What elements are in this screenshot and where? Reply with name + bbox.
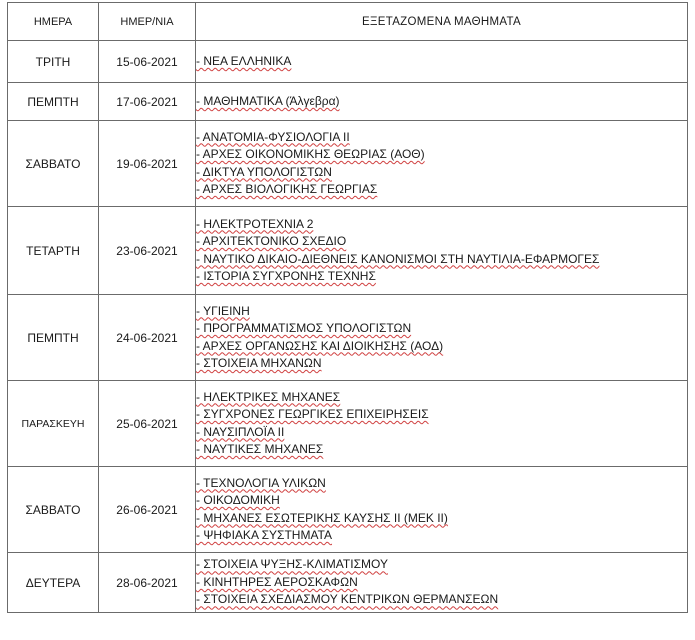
- subject-text: - ΝΑΥΤΙΚΕΣ ΜΗΧΑΝΕΣ: [196, 442, 324, 456]
- date-cell: 26-06-2021: [99, 467, 196, 553]
- table-row: [8, 467, 688, 553]
- table-row: [8, 41, 688, 83]
- subjects-cell: [196, 121, 688, 207]
- subject-text: - ΥΓΙΕΙΝΗ: [196, 303, 250, 318]
- table-row: [8, 295, 688, 381]
- subject-text: - ΗΛΕΚΤΡΙΚΕΣ ΜΗΧΑΝΕΣ: [196, 389, 341, 404]
- subject-text: - ΨΗΦΙΑΚΑ ΣΥΣΤΗΜΑΤΑ: [196, 528, 333, 542]
- date-cell: 25-06-2021: [99, 381, 196, 467]
- subject-text: - ΝΑΥΤΙΚΟ ΔΙΚΑΙΟ-ΔΙΕΘΝΕΙΣ ΚΑΝΟΝΙΣΜΟΙ ΣΤΗ ΝΑΥΤΙΛΙΑ-ΕΦΑΡΜΟΓΕΣ: [196, 251, 600, 266]
- subjects-cell: [196, 41, 688, 83]
- exam-schedule-table: [7, 2, 688, 613]
- subject-text: - ΔΙΚΤΥΑ ΥΠΟΛΟΓΙΣΤΩΝ: [196, 164, 332, 179]
- subject-item: [196, 303, 687, 321]
- subject-item: [196, 93, 687, 111]
- header-day: ΗΜΕΡΑ: [8, 3, 99, 41]
- subject-item: [196, 475, 687, 493]
- table-row: [8, 553, 688, 613]
- subject-item: [196, 146, 687, 164]
- subjects-cell: [196, 295, 688, 381]
- date-cell: 15-06-2021: [99, 41, 196, 83]
- subject-text: - ΟΙΚΟΔΟΜΙΚΗ: [196, 493, 280, 507]
- subject-text: - ΣΤΟΙΧΕΙΑ ΨΥΞΗΣ-ΚΛΙΜΑΤΙΣΜΟΥ: [196, 557, 388, 572]
- subject-text: - ΙΣΤΟΡΙΑ ΣΥΓΧΡΟΝΗΣ ΤΕΧΝΗΣ: [196, 269, 376, 283]
- subject-item: [196, 574, 687, 592]
- subject-text: - ΑΝΑΤΟΜΙΑ-ΦΥΣΙΟΛΟΓΙΑ ΙΙ: [196, 129, 350, 144]
- date-cell: 28-06-2021: [99, 553, 196, 613]
- subject-text: - ΑΡΧΕΣ ΟΡΓΑΝΩΣΗΣ ΚΑΙ ΔΙΟΙΚΗΣΗΣ (ΑΟΔ): [196, 338, 444, 353]
- subject-item: [196, 492, 687, 510]
- date-cell: 24-06-2021: [99, 295, 196, 381]
- day-cell: ΠΕΜΠΤΗ: [8, 83, 99, 121]
- subject-text: - ΣΥΓΧΡΟΝΕΣ ΓΕΩΡΓΙΚΕΣ ΕΠΙΧΕΙΡΗΣΕΙΣ: [196, 407, 429, 421]
- subject-text: - ΗΛΕΚΤΡΟΤΕΧΝΙΑ 2: [196, 216, 314, 231]
- subjects-cell: [196, 381, 688, 467]
- table-row: [8, 381, 688, 467]
- subject-item: [196, 53, 687, 71]
- subject-item: [196, 216, 687, 234]
- subject-item: [196, 355, 687, 373]
- subject-item: [196, 181, 687, 199]
- subject-text: - ΜΗΧΑΝΕΣ ΕΣΩΤΕΡΙΚΗΣ ΚΑΥΣΗΣ ΙΙ (ΜΕΚ ΙΙ): [196, 510, 448, 525]
- day-cell: ΤΡΙΤΗ: [8, 41, 99, 83]
- subject-item: [196, 591, 687, 609]
- subject-item: [196, 510, 687, 528]
- day-cell: ΔΕΥΤΕΡΑ: [8, 553, 99, 613]
- subject-item: [196, 556, 687, 574]
- subject-item: [196, 251, 687, 269]
- subject-text: - ΝΕΑ ΕΛΛΗΝΙΚΑ: [196, 53, 292, 68]
- date-cell: 23-06-2021: [99, 207, 196, 295]
- subject-text: - ΣΤΟΙΧΕΙΑ ΣΧΕΔΙΑΣΜΟΥ ΚΕΝΤΡΙΚΩΝ ΘΕΡΜΑΝΣΕΩΝ: [196, 592, 499, 607]
- date-cell: 17-06-2021: [99, 83, 196, 121]
- subjects-cell: [196, 207, 688, 295]
- subject-item: [196, 233, 687, 251]
- day-cell: ΤΕΤΑΡΤΗ: [8, 207, 99, 295]
- table-row: [8, 207, 688, 295]
- subject-text: - ΚΙΝΗΤΗΡΕΣ ΑΕΡΟΣΚΑΦΩΝ: [196, 574, 358, 589]
- subject-item: [196, 389, 687, 407]
- subject-item: [196, 268, 687, 286]
- subject-text: - ΑΡΧΕΣ ΒΙΟΛΟΓΙΚΗΣ ΓΕΩΡΓΙΑΣ: [196, 182, 378, 196]
- subject-item: [196, 424, 687, 442]
- subject-text: - ΤΕΧΝΟΛΟΓΙΑ ΥΛΙΚΩΝ: [196, 475, 326, 490]
- subject-item: [196, 164, 687, 182]
- subject-text: - ΣΤΟΙΧΕΙΑ ΜΗΧΑΝΩΝ: [196, 356, 322, 370]
- subject-item: [196, 320, 687, 338]
- subject-text: - ΑΡΧΙΤΕΚΤΟΝΙΚΟ ΣΧΕΔΙΟ: [196, 234, 347, 248]
- subjects-cell: [196, 553, 688, 613]
- header-subjects: ΕΞΕΤΑΖΟΜΕΝΑ ΜΑΘΗΜΑΤΑ: [196, 3, 688, 41]
- subject-text: - ΠΡΟΓΡΑΜΜΑΤΙΣΜΟΣ ΥΠΟΛΟΓΙΣΤΩΝ: [196, 321, 412, 335]
- subject-text: - ΜΑΘΗΜΑΤΙΚΑ (Άλγεβρα): [196, 93, 340, 108]
- subject-item: [196, 441, 687, 459]
- header-date: ΗΜΕΡ/ΝΙΑ: [99, 3, 196, 41]
- subjects-cell: [196, 83, 688, 121]
- subject-item: [196, 406, 687, 424]
- table-row: [8, 83, 688, 121]
- day-cell: ΣΑΒΒΑΤΟ: [8, 121, 99, 207]
- subject-item: [196, 338, 687, 356]
- header-row: [8, 3, 688, 41]
- date-cell: 19-06-2021: [99, 121, 196, 207]
- subject-text: - ΝΑΥΣΙΠΛΟΪΑ ΙΙ: [196, 424, 285, 439]
- day-cell: ΠΕΜΠΤΗ: [8, 295, 99, 381]
- day-cell: ΣΑΒΒΑΤΟ: [8, 467, 99, 553]
- subject-item: [196, 129, 687, 147]
- day-cell: ΠΑΡΑΣΚΕΥΗ: [8, 381, 99, 467]
- subjects-cell: [196, 467, 688, 553]
- table-row: [8, 121, 688, 207]
- subject-item: [196, 527, 687, 545]
- subject-text: - ΑΡΧΕΣ ΟΙΚΟΝΟΜΙΚΗΣ ΘΕΩΡΙΑΣ (ΑΟΘ): [196, 147, 425, 161]
